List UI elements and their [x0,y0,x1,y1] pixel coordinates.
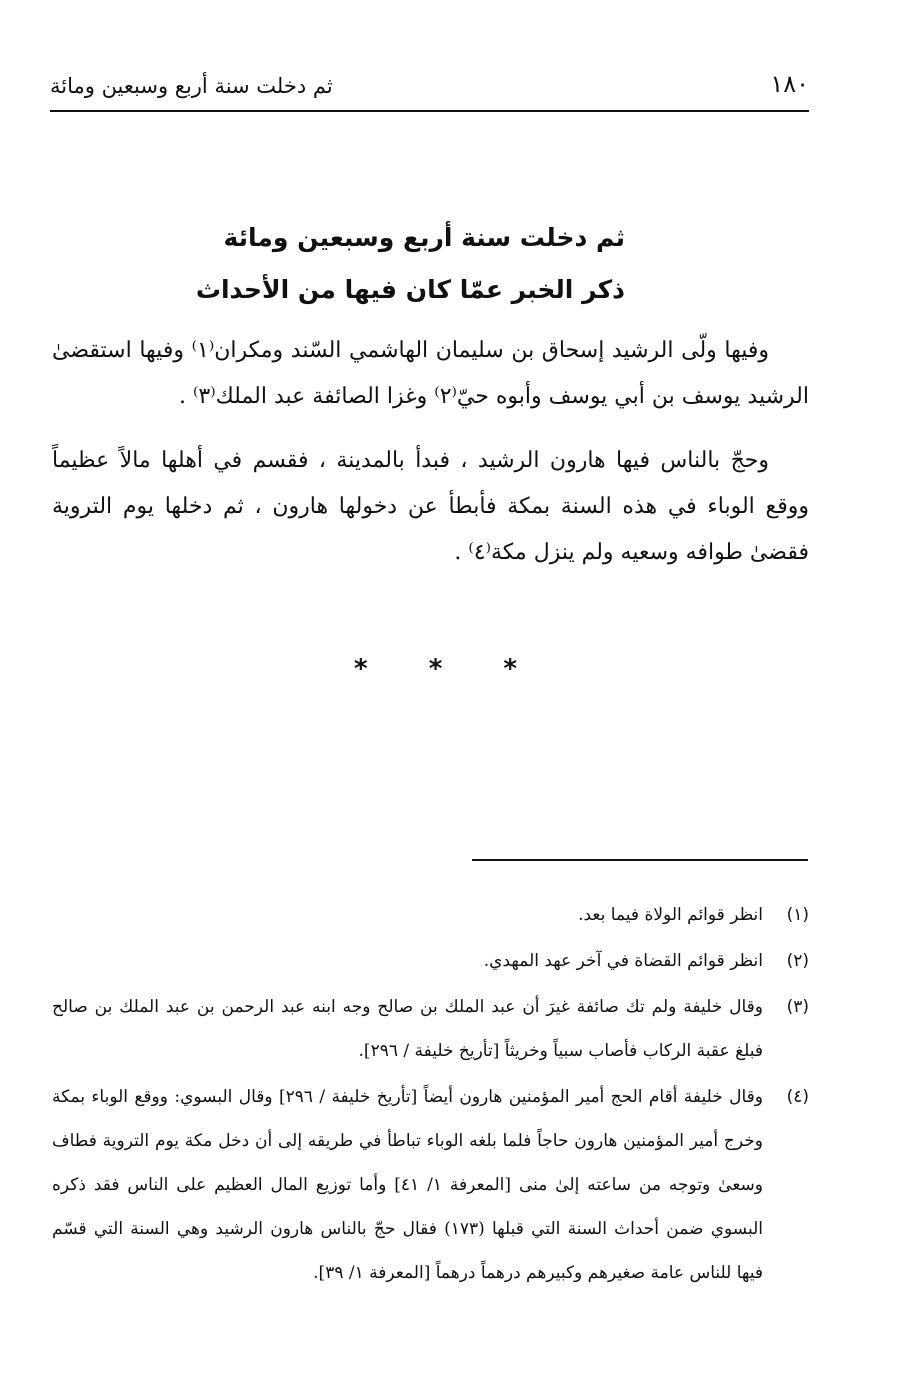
heading-subtitle: ذكر الخبر عمّا كان فيها من الأحداث [195,275,625,304]
footnotes [52,893,809,1297]
footnote-text: انظر قوائم القضاة في آخر عهد المهدي. [483,951,763,971]
footnote-text: وقال خليفة ولم تك صائفة غيرَ أن عبد الملك بن صالح وجه ابنه عبد الرحمن بن عبد الملك بن صالح فبلغ عقبة الركاب فأصاب سبياً وخريثاً [تأريخ خليفة / ٢٩٦]. [52,997,763,1061]
footnote [52,1075,809,1295]
page-number: ١٨٠ [770,70,809,98]
section-separator: * * * [354,654,543,684]
chapter-heading [195,212,625,316]
footnote-number: (٣) [786,997,809,1017]
footnote [52,893,809,937]
running-title: ثم دخلت سنة أربع وسبعين ومائة [50,74,333,98]
paragraph: وفيها ولّى الرشيد إسحاق بن سليمان الهاشمي السّند ومكران⁽١⁾ وفيها استقضىٰ الرشيد يوسف بن أبي يوسف وأبوه حيّ⁽٢⁾ وغزا الصائفة عبد الملك⁽٣⁾ . [52,338,809,409]
footnote-rule [472,859,808,861]
footnote [52,985,809,1073]
footnote-text: وقال خليفة أقام الحج أمير المؤمنين هارون أيضاً [تأريخ خليفة / ٢٩٦] وقال البسوي: ووقع الوباء بمكة وخرج أمير المؤمنين هارون حاجاً فلما بلغه الوباء تباطأ في طريقه إلى أن دخل مكة يوم التروية فطاف وسعىٰ وتوجه من ساعته إلىٰ منى [المعرفة ١/ ٤١] وأما توزيع المال العظيم على الناس فقد ذكره البسوي ضمن أحداث السنة التي قبلها (١٧٣) فقال حجّ بالناس هارون الرشيد وهي السنة التي قسّم فيها للناس عامة صغيرهم وكبيرهم درهماً درهماً [المعرفة ١/ ٣٩]. [52,1087,763,1283]
main-text [52,328,809,594]
paragraph: وحجّ بالناس فيها هارون الرشيد ، فبدأ بالمدينة ، فقسم في أهلها مالاً عظيماً ووقع الوباء في هذه السنة بمكة فأبطأ عن دخولها هارون ، ثم دخلها يوم التروية فقضىٰ طوافه وسعيه ولم ينزل مكة⁽٤⁾ . [52,448,809,565]
footnote-number: (٤) [786,1087,809,1107]
footnote-text: انظر قوائم الولاة فيما بعد. [578,905,763,925]
heading-year: ثم دخلت سنة أربع وسبعين ومائة [223,223,625,252]
footnote [52,939,809,983]
footnote-number: (١) [786,905,809,925]
footnote-number: (٢) [786,951,809,971]
running-header [50,66,809,112]
